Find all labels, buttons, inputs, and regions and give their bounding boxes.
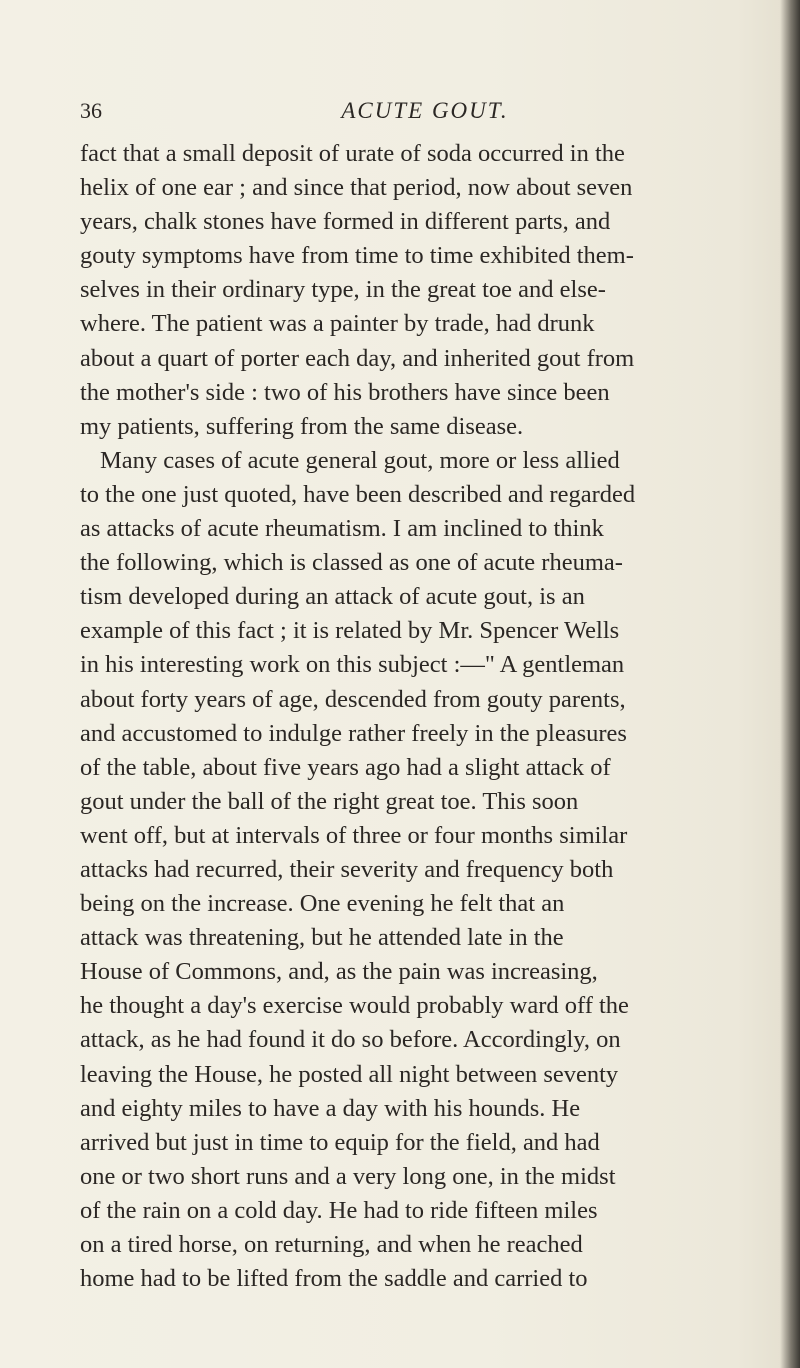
text-line: selves in their ordinary type, in the great toe and else-	[80, 276, 606, 304]
text-line: helix of one ear ; and since that period, now about seven	[80, 174, 633, 202]
text-line: attack was threatening, but he attended late in the	[80, 924, 564, 952]
text-line: as attacks of acute rheumatism. I am inclined to think	[80, 515, 604, 543]
text-line: one or two short runs and a very long one, in the midst	[80, 1162, 616, 1190]
text-line: of the rain on a cold day. He had to ride fifteen miles	[80, 1196, 598, 1224]
text-line: in his interesting work on this subject :—" A gentleman	[80, 651, 625, 679]
text-line: tism developed during an attack of acute gout, is an	[80, 583, 585, 611]
text-line: where. The patient was a painter by trade, had drunk	[80, 310, 595, 338]
text-line: being on the increase. One evening he felt that an	[80, 890, 565, 918]
text-line: House of Commons, and, as the pain was increasing,	[80, 958, 598, 986]
text-line: and eighty miles to have a day with his hounds. He	[80, 1094, 581, 1122]
text-line: leaving the House, he posted all night between seventy	[80, 1060, 619, 1088]
text-line: arrived but just in time to equip for the field, and had	[80, 1128, 600, 1156]
text-line: and accustomed to indulge rather freely in the pleasures	[80, 719, 627, 747]
text-line: the mother's side : two of his brothers have since been	[80, 378, 610, 406]
text-line: Many cases of acute general gout, more or less allied	[100, 446, 620, 474]
text-line: about forty years of age, descended from gouty parents,	[80, 685, 626, 713]
text-line: years, chalk stones have formed in different parts, and	[80, 208, 611, 236]
text-line: fact that a small deposit of urate of soda occurred in the	[80, 140, 625, 167]
binding-gutter	[780, 0, 800, 1368]
text-line: home had to be lifted from the saddle and carried to	[80, 1265, 588, 1293]
text-line: my patients, suffering from the same disease.	[80, 412, 524, 440]
text-line: gouty symptoms have from time to time exhibited them-	[80, 242, 634, 270]
page-number: 36	[80, 98, 102, 123]
running-head: ACUTE GOUT.	[341, 98, 509, 123]
body-text	[80, 137, 796, 1296]
text-line: attack, as he had found it do so before. Accordingly, on	[80, 1026, 621, 1054]
text-line: went off, but at intervals of three or four months similar	[80, 821, 628, 849]
text-line: to the one just quoted, have been described and regarded	[80, 480, 636, 508]
text-line: on a tired horse, on returning, and when he reached	[80, 1231, 583, 1258]
page-header	[80, 98, 770, 128]
text-line: of the table, about five years ago had a slight attack of	[80, 753, 611, 781]
text-line: gout under the ball of the right great toe. This soon	[80, 787, 579, 815]
text-line: about a quart of porter each day, and inherited gout from	[80, 344, 635, 372]
text-line: example of this fact ; it is related by Mr. Spencer Wells	[80, 617, 620, 645]
text-line: the following, which is classed as one of acute rheuma-	[80, 549, 623, 577]
text-line: attacks had recurred, their severity and frequency both	[80, 855, 614, 883]
text-line: he thought a day's exercise would probably ward off the	[80, 992, 629, 1020]
